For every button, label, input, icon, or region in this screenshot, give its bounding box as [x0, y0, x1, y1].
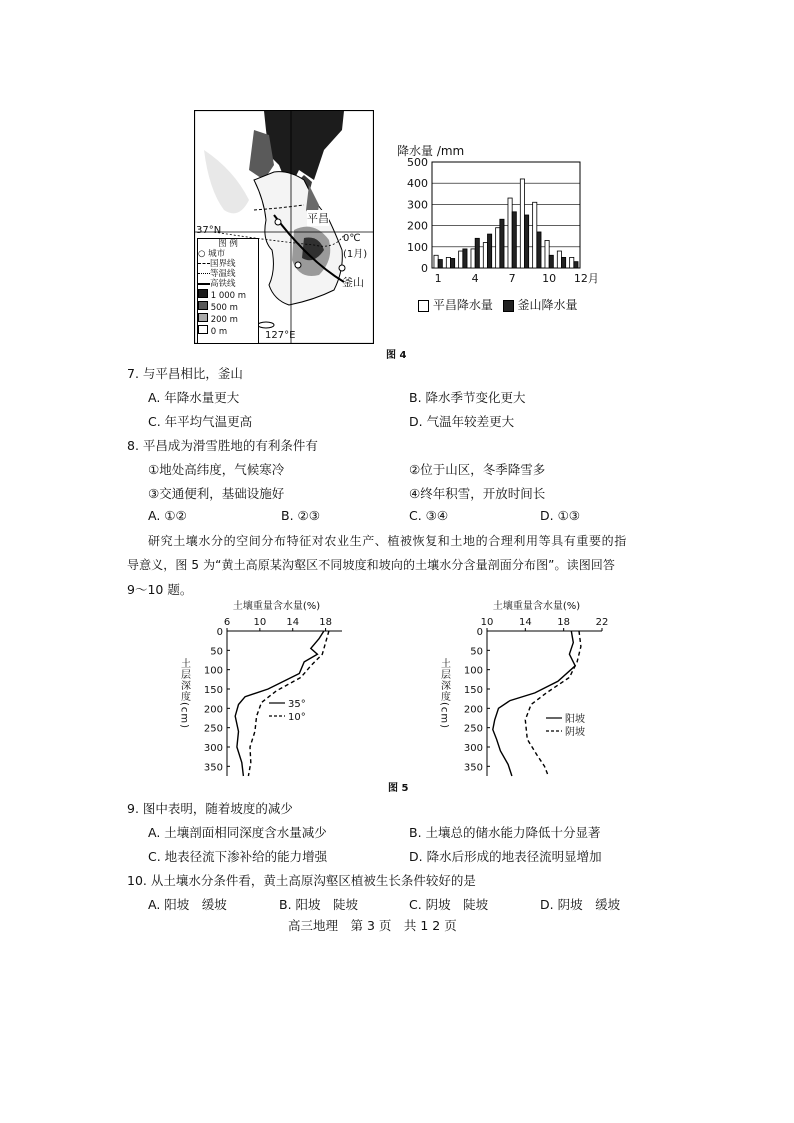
legend-city: ○ 城市: [198, 249, 226, 259]
q7-option-a[interactable]: A. 年降水量更大: [148, 390, 240, 405]
busan-bar-4: [475, 238, 479, 268]
q10-option-c[interactable]: C. 阴坡 陡坡: [409, 897, 489, 912]
fig5-right-series-1: [525, 631, 581, 776]
q7-stem: 7. 与平昌相比，釜山: [127, 366, 243, 381]
pingchang-bar-3: [459, 251, 463, 268]
passage-line-1: 研究土壤水分的空间分布特征对农业生产、植被恢复和土地的合理利用等具有重要的指: [148, 534, 627, 548]
busan-bar-12: [574, 262, 578, 268]
fig5-left-ytick-label: 150: [203, 685, 223, 696]
busan-bar-10: [549, 255, 553, 268]
passage-line-3: 9～10 题。: [127, 582, 193, 597]
bar-legend: [418, 296, 578, 313]
pingchang-bar-11: [557, 251, 561, 268]
fig5-right-xtick-label: 14: [518, 617, 532, 628]
pingchang-swatch-icon: [418, 300, 429, 312]
q10-option-b[interactable]: B. 阳坡 陡坡: [279, 897, 359, 912]
legend-1000m: 1 000 m: [198, 289, 258, 301]
fig5-right-ytick-label: 350: [463, 762, 483, 774]
fig5-left-xtick-label: 18: [319, 617, 332, 628]
passage-line-2: 导意义，图 5 为“黄土高原某沟壑区不同坡度和坡向的土壤水分含量剖面分布图”。读图回答: [127, 558, 616, 572]
fig5-right-xtick-label: 18: [557, 617, 571, 628]
bar-ytick-label: 300: [407, 198, 428, 212]
pingchang-bar-4: [471, 249, 475, 268]
busan-bar-2: [451, 258, 455, 268]
elev-0-swatch-icon: [198, 325, 208, 334]
fig5-right-ytick-label: 250: [463, 723, 483, 735]
legend-isotherm: 等温线: [198, 269, 258, 279]
q8-statement-4: ④终年积雪，开放时间长: [409, 486, 546, 501]
elev-500-swatch-icon: [198, 301, 208, 310]
fig5-left-ytick-label: 250: [203, 723, 223, 735]
pingchang-bar-12: [570, 257, 574, 268]
fig5-left-ytick-label: 300: [203, 743, 223, 754]
legend-border: 国界线: [198, 259, 258, 269]
q7-option-d[interactable]: D. 气温年较差更大: [409, 414, 515, 429]
elev-200-swatch-icon: [198, 313, 208, 322]
busan-bar-6: [500, 219, 504, 268]
fig5-right-series-0: [493, 631, 575, 776]
legend-busan: 釜山降水量: [517, 298, 578, 312]
bar-chart-ylabel: 降水量 /mm: [397, 144, 465, 158]
figure5-caption: 图 5: [388, 783, 409, 794]
pingchang-bar-2: [446, 257, 450, 268]
fig5-right-xtick-label: 10: [480, 617, 494, 628]
fig5-right-ytick-label: 0: [476, 627, 483, 638]
q9-stem: 9. 图中表明，随着坡度的减少: [127, 801, 293, 816]
q8-option-d[interactable]: D. ①③: [540, 508, 580, 523]
q8-statement-1: ①地处高纬度，气候寒冷: [148, 462, 285, 477]
pingchang-bar-9: [533, 202, 537, 268]
fig5-right-xtick-label: 22: [595, 617, 609, 628]
q8-statement-2: ②位于山区，冬季降雪多: [409, 462, 546, 477]
busan-bar-9: [537, 232, 541, 268]
rail-line-icon: [198, 283, 210, 285]
fig5-left-xtick-label: 6: [223, 617, 231, 628]
figure4-bar-chart: [392, 140, 602, 320]
fig5-right-ytick-label: 300: [463, 743, 483, 754]
legend-rail: 高铁线: [198, 279, 258, 289]
busan-bar-5: [488, 234, 492, 268]
fig5-left-legend-label-0: 35°: [288, 699, 306, 710]
fig5-right-ytick-label: 100: [463, 665, 483, 677]
map-lon-label: 127°E: [265, 330, 296, 341]
figure5-right-chart: [432, 598, 622, 783]
busan-swatch-icon: [503, 300, 514, 312]
fig5-left-ylabel: 土层深度(cm): [178, 658, 190, 730]
border-line-icon: [198, 263, 210, 264]
legend-500m: 500 m: [198, 301, 258, 313]
q8-option-c[interactable]: C. ③④: [409, 508, 449, 523]
page-footer: 高三地理 第 3 页 共 1 2 页: [288, 918, 457, 933]
q9-option-a[interactable]: A. 土壤剖面相同深度含水量减少: [148, 825, 327, 840]
bar-ytick-label: 200: [407, 219, 428, 233]
fig5-left-ytick-label: 200: [203, 704, 223, 716]
q9-option-b[interactable]: B. 土壤总的储水能力降低十分显著: [409, 825, 601, 840]
legend-0m: 0 m: [198, 325, 258, 337]
pingchang-bar-6: [496, 228, 500, 268]
fig5-left-legend-label-1: 10°: [288, 712, 306, 723]
q8-option-b[interactable]: B. ②③: [281, 508, 320, 523]
legend-pingchang: 平昌降水量: [432, 298, 493, 312]
map-lat-label: 37°N: [196, 225, 222, 236]
figure5-left-chart: [172, 598, 362, 783]
fig5-left-xtick-label: 14: [286, 617, 300, 628]
q7-option-c[interactable]: C. 年平均气温更高: [148, 414, 253, 429]
bar-xtick-label: 10: [542, 272, 557, 285]
busan-bar-1: [438, 260, 442, 268]
bar-xtick-label: 12月: [573, 272, 599, 285]
busan-bar-11: [562, 257, 566, 268]
bar-ytick-label: 0: [421, 262, 428, 275]
fig5-right-legend-label-0: 阳坡: [565, 714, 585, 725]
fig5-right-ytick-label: 50: [470, 646, 483, 658]
bar-ytick-label: 100: [407, 240, 428, 254]
q8-statement-3: ③交通便利，基础设施好: [148, 486, 285, 501]
pingchang-bar-7: [508, 198, 512, 268]
fig5-right-legend-label-1: 阴坡: [565, 727, 585, 738]
fig5-left-ytick-label: 50: [210, 646, 223, 658]
busan-bar-3: [463, 249, 467, 268]
q9-option-d[interactable]: D. 降水后形成的地表径流明显增加: [409, 849, 602, 864]
fig5-left-ytick-label: 0: [216, 627, 223, 638]
q7-option-b[interactable]: B. 降水季节变化更大: [409, 390, 526, 405]
fig5-right-ytick-label: 150: [463, 685, 483, 696]
isotherm-line-icon: [198, 273, 210, 274]
figure4-caption: 图 4: [386, 350, 407, 361]
bar-ytick-label: 400: [407, 177, 428, 191]
q9-option-c[interactable]: C. 地表径流下渗补给的能力增强: [148, 849, 328, 864]
pingchang-bar-8: [520, 179, 524, 268]
q10-stem: 10. 从土壤水分条件看，黄土高原沟壑区植被生长条件较好的是: [127, 873, 476, 888]
fig5-left-title: 土壤重量含水量(%): [232, 601, 321, 612]
bar-xtick-label: 4: [471, 272, 479, 285]
pingchang-bar-5: [483, 243, 487, 268]
fig5-right-ylabel: 土层深度(cm): [438, 658, 450, 730]
q10-option-a[interactable]: A. 阳坡 缓坡: [148, 897, 227, 912]
map-iso-label: 0℃: [343, 233, 361, 244]
pingchang-bar-10: [545, 240, 549, 268]
q8-stem: 8. 平昌成为滑雪胜地的有利条件有: [127, 438, 318, 453]
map-legend: [197, 238, 259, 344]
busan-bar-8: [525, 215, 529, 268]
bar-ytick-label: 500: [407, 156, 428, 169]
map-city-busan: 釜山: [342, 276, 364, 289]
bar-xtick-label: 7: [508, 272, 516, 285]
legend-200m: 200 m: [198, 313, 258, 325]
q8-option-a[interactable]: A. ①②: [148, 508, 187, 523]
map-city-pingchang: 平昌: [307, 212, 329, 225]
q10-option-d[interactable]: D. 阴坡 缓坡: [540, 897, 621, 912]
busan-bar-7: [512, 212, 516, 268]
fig5-right-title: 土壤重量含水量(%): [492, 601, 581, 612]
fig5-left-ytick-label: 100: [203, 665, 223, 677]
city-symbol-icon: ○: [198, 249, 206, 259]
fig5-right-ytick-label: 200: [463, 704, 483, 716]
fig5-left-xtick-label: 10: [253, 617, 267, 628]
map-legend-title: 图 例: [218, 239, 238, 249]
map-iso-month: (1月): [343, 249, 368, 260]
pingchang-bar-1: [434, 255, 438, 268]
fig5-left-ytick-label: 350: [203, 762, 223, 774]
elev-1000-swatch-icon: [198, 289, 208, 298]
bar-xtick-label: 1: [434, 272, 442, 285]
